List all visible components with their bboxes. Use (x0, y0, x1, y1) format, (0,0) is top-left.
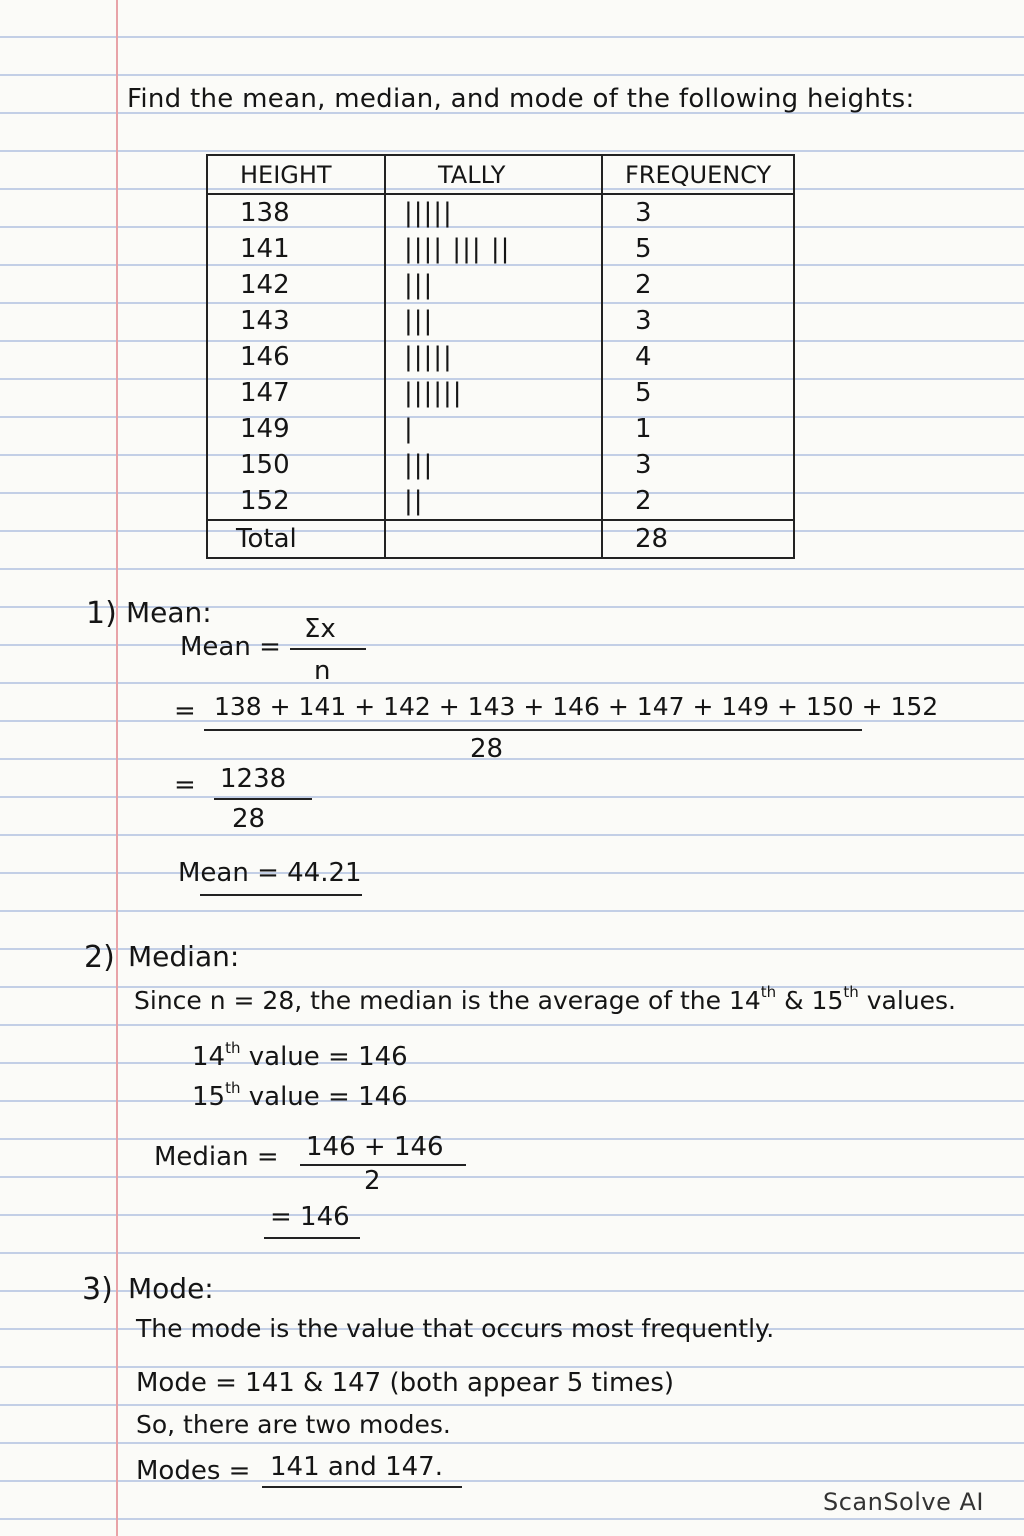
cell-height: 143 (207, 303, 385, 339)
cell-tally: | (385, 411, 602, 447)
median-calc-lhs: Median = (154, 1142, 279, 1172)
mode-heading: Mode: (128, 1272, 214, 1305)
cell-frequency: 4 (602, 339, 794, 375)
cell-tally: |||||| (385, 375, 602, 411)
mean-formula-lhs: Mean = (180, 632, 281, 662)
mean-result: Mean = 44.21 (178, 858, 362, 888)
cell-tally: |||| ||| || (385, 231, 602, 267)
cell-frequency: 2 (602, 267, 794, 303)
cell-tally: || (385, 483, 602, 520)
mean-section-number: 1) (86, 596, 117, 631)
cell-height: 150 (207, 447, 385, 483)
median-result: = 146 (270, 1202, 350, 1232)
median-calc-numerator: 146 + 146 (306, 1132, 444, 1162)
median-heading: Median: (128, 940, 240, 973)
mode-definition: The mode is the value that occurs most frequently. (136, 1314, 775, 1343)
cell-height: 149 (207, 411, 385, 447)
cell-frequency: 5 (602, 375, 794, 411)
cell-height: 142 (207, 267, 385, 303)
mean-formula-denominator: n (314, 656, 331, 686)
mean-equals-1: = (174, 696, 196, 726)
total-cell-frequency: 28 (602, 520, 794, 558)
cell-frequency: 1 (602, 411, 794, 447)
cell-height: 141 (207, 231, 385, 267)
table-row (207, 231, 794, 267)
table-body (207, 194, 794, 558)
cell-frequency: 3 (602, 303, 794, 339)
mean-fraction-bar (214, 798, 312, 800)
mean-formula-bar (290, 648, 366, 650)
table-row (207, 447, 794, 483)
table-row (207, 483, 794, 520)
cell-frequency: 2 (602, 483, 794, 520)
median-result-underline (264, 1237, 360, 1239)
mean-equals-2: = (174, 770, 196, 800)
cell-tally: ||| (385, 303, 602, 339)
header-height: HEIGHT (207, 155, 385, 194)
cell-frequency: 3 (602, 447, 794, 483)
table-row (207, 339, 794, 375)
table-row (207, 303, 794, 339)
cell-tally: ||| (385, 267, 602, 303)
mode-section-number: 3) (82, 1272, 113, 1307)
header-frequency: FREQUENCY (602, 155, 794, 194)
cell-frequency: 5 (602, 231, 794, 267)
cell-height: 147 (207, 375, 385, 411)
brand-watermark: ScanSolve AI (822, 1488, 984, 1516)
table-total-row (207, 520, 794, 558)
median-intro: Since n = 28, the median is the average of the 14th & 15th values. (134, 983, 956, 1015)
mode-conclusion-underline (262, 1486, 462, 1488)
median-section-number: 2) (84, 940, 115, 975)
cell-frequency: 3 (602, 194, 794, 231)
median-14th-value: 14th value = 146 (192, 1039, 408, 1072)
header-tally: TALLY (385, 155, 602, 194)
table-row (207, 194, 794, 231)
mean-fraction-numerator: 1238 (220, 764, 287, 794)
mean-heading: Mean: (126, 596, 212, 629)
cell-height: 146 (207, 339, 385, 375)
median-15th-value: 15th value = 146 (192, 1079, 408, 1112)
table-header-row (207, 155, 794, 194)
table-row (207, 411, 794, 447)
mean-sum-numerator: 138 + 141 + 142 + 143 + 146 + 147 + 149 + 150 + 152 (214, 692, 939, 721)
total-cell-tally (385, 520, 602, 558)
table-row (207, 267, 794, 303)
notebook-margin-line (116, 0, 118, 1536)
problem-statement: Find the mean, median, and mode of the following heights: (127, 84, 915, 114)
total-cell-height: Total (207, 520, 385, 558)
cell-height: 138 (207, 194, 385, 231)
mean-result-underline (200, 894, 362, 896)
cell-tally: ||| (385, 447, 602, 483)
mode-two-modes: So, there are two modes. (136, 1410, 451, 1439)
cell-tally: ||||| (385, 339, 602, 375)
mean-sum-bar (204, 729, 862, 731)
median-calc-denominator: 2 (364, 1166, 381, 1196)
frequency-table (206, 154, 795, 559)
mode-values: Mode = 141 & 147 (both appear 5 times) (136, 1368, 675, 1398)
cell-height: 152 (207, 483, 385, 520)
median-calc-bar (300, 1164, 466, 1166)
mean-formula-numerator: Σx (304, 614, 336, 644)
mode-conclusion-lhs: Modes = (136, 1456, 251, 1486)
mean-sum-denominator: 28 (470, 734, 504, 764)
mode-conclusion-answer: 141 and 147. (270, 1452, 443, 1482)
cell-tally: ||||| (385, 194, 602, 231)
mean-fraction-denominator: 28 (232, 804, 266, 834)
table-row (207, 375, 794, 411)
